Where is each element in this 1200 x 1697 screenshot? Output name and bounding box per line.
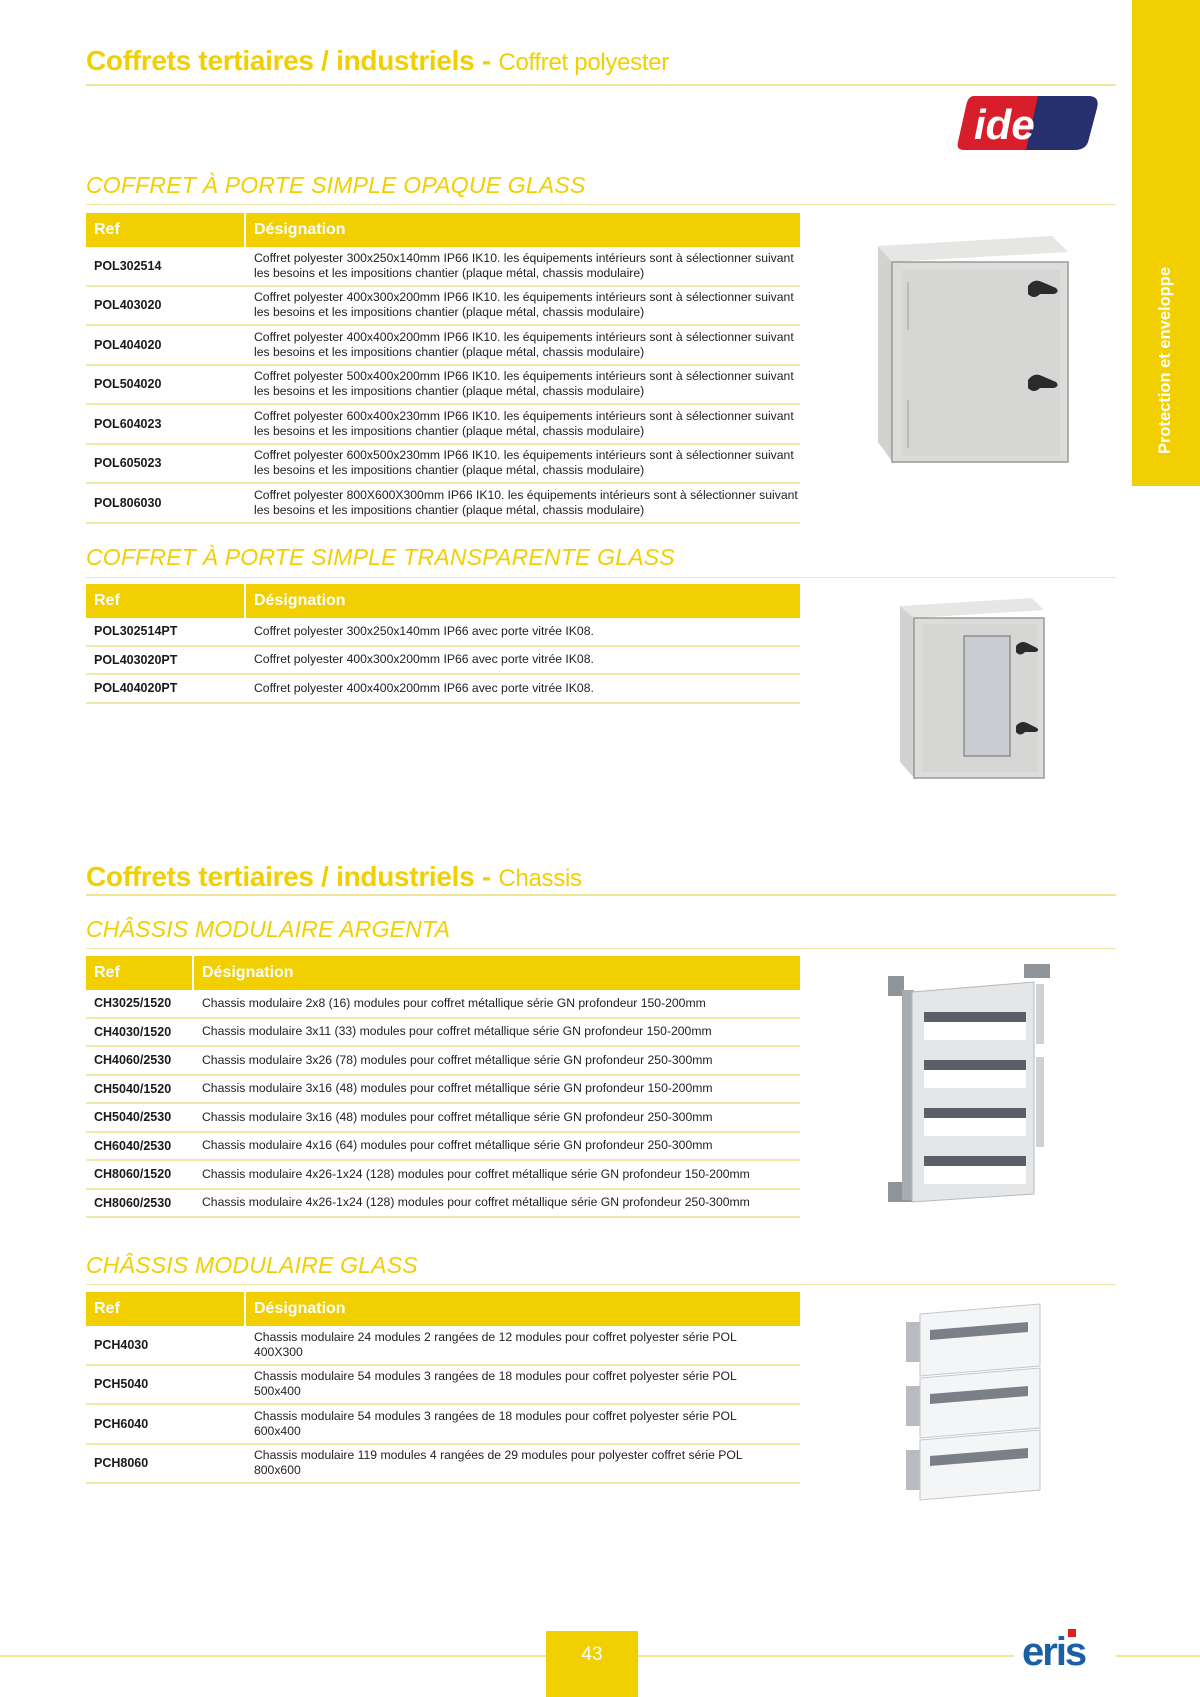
- table-row: [86, 484, 800, 524]
- ref-cell: POL404020: [94, 337, 162, 352]
- ref-cell: CH5040/2530: [94, 1110, 172, 1125]
- col-designation-header: Désignation: [254, 221, 346, 238]
- section-title-transparent: COFFRET À PORTE SIMPLE TRANSPARENTE GLASS: [86, 544, 675, 570]
- designation-cell: Coffret polyester 400x400x200mm IP66 avec porte vitrée IK08.: [254, 680, 594, 695]
- designation-cell: Coffret polyester 800X600X300mm IP66 IK10. les équipements intérieurs sont à sélectionner suivant les besoins et les impositions chantier (plaque métal, chassis modulaire): [254, 487, 798, 517]
- ref-cell: CH5040/1520: [94, 1081, 172, 1096]
- ref-cell: POL403020PT: [94, 652, 178, 667]
- page-title-main: Coffrets tertiaires / industriels -: [86, 861, 499, 892]
- ref-cell: CH8060/1520: [94, 1167, 172, 1182]
- ref-cell: POL302514PT: [94, 624, 178, 639]
- section-rule: [86, 1284, 1116, 1285]
- ref-cell: CH8060/2530: [94, 1195, 172, 1210]
- col-ref-header: Ref: [86, 213, 246, 247]
- table-row: [86, 366, 800, 406]
- svg-text:eris: eris: [1022, 1630, 1086, 1671]
- section-rule: [86, 204, 1116, 205]
- table-row: [86, 1133, 800, 1162]
- table-row: [86, 405, 800, 445]
- table-header: [86, 956, 800, 990]
- designation-cell: Chassis modulaire 2x8 (16) modules pour coffret métallique série GN profondeur 150-200mm: [202, 995, 706, 1010]
- table-row: [86, 1161, 800, 1190]
- eris-logo: [1022, 1627, 1106, 1676]
- title-rule: [86, 84, 1116, 86]
- ref-cell: CH4060/2530: [94, 1053, 172, 1068]
- table-row: [86, 287, 800, 327]
- ref-cell: PCH6040: [94, 1416, 149, 1431]
- table-row: [86, 1366, 800, 1406]
- footer-rule-left: [0, 1655, 546, 1657]
- product-image-transparent-enclosure: [896, 594, 1046, 785]
- designation-cell: Coffret polyester 400x300x200mm IP66 IK10. les équipements intérieurs sont à sélectionner suivant les besoins et les impositions chantier (plaque métal, chassis modulaire): [254, 290, 794, 320]
- designation-cell: Chassis modulaire 3x26 (78) modules pour coffret métallique série GN profondeur 250-300mm: [202, 1052, 713, 1067]
- section-rule: [86, 948, 1116, 949]
- table-header: [86, 1292, 800, 1326]
- designation-cell: Coffret polyester 600x400x230mm IP66 IK10. les équipements intérieurs sont à sélectionner suivant les besoins et les impositions chantier (plaque métal, chassis modulaire): [254, 408, 794, 438]
- designation-cell: Chassis modulaire 54 modules 3 rangées de 18 modules pour coffret polyester série POL 600x400: [254, 1408, 737, 1438]
- designation-cell: Chassis modulaire 4x16 (64) modules pour coffret métallique série GN profondeur 250-300mm: [202, 1138, 713, 1153]
- footer-rule-middle: [638, 1655, 1014, 1657]
- ref-cell: CH3025/1520: [94, 996, 172, 1011]
- ref-cell: POL302514: [94, 258, 162, 273]
- designation-cell: Chassis modulaire 3x16 (48) modules pour coffret métallique série GN profondeur 250-300mm: [202, 1109, 713, 1124]
- table-row: [86, 1405, 800, 1445]
- table-row: [86, 675, 800, 704]
- table-row: [86, 1019, 800, 1048]
- title-rule: [86, 894, 1116, 896]
- table-header: [86, 213, 800, 247]
- svg-text:ide: ide: [974, 101, 1035, 148]
- ide-logo: [956, 92, 1102, 159]
- designation-cell: Coffret polyester 600x500x230mm IP66 IK10. les équipements intérieurs sont à sélectionner suivant les besoins et les impositions chantier (plaque métal, chassis modulaire): [254, 448, 794, 478]
- ref-cell: POL806030: [94, 495, 162, 510]
- product-image-glass-chassis: [904, 1300, 1044, 1509]
- ref-cell: POL504020: [94, 377, 162, 392]
- table-row: [86, 445, 800, 485]
- designation-cell: Coffret polyester 400x300x200mm IP66 avec porte vitrée IK08.: [254, 652, 594, 667]
- side-tab-label: Protection et enveloppe: [1156, 266, 1175, 454]
- ref-cell: POL605023: [94, 456, 162, 471]
- col-designation-header: Désignation: [254, 592, 346, 609]
- table-row: [86, 1047, 800, 1076]
- product-image-opaque-enclosure: [872, 232, 1072, 469]
- page-title: [86, 45, 669, 77]
- col-designation-header: Désignation: [254, 1300, 346, 1317]
- page-title-main: Coffrets tertiaires / industriels -: [86, 45, 499, 76]
- ide-logo-icon: [956, 92, 1102, 154]
- table-row: [86, 1190, 800, 1219]
- designation-cell: Chassis modulaire 4x26-1x24 (128) modules pour coffret métallique série GN profondeur 250-300mm: [202, 1195, 750, 1210]
- section-title-argenta: CHÂSSIS MODULAIRE ARGENTA: [86, 916, 451, 942]
- footer-rule-right: [1116, 1655, 1200, 1657]
- table-row: [86, 326, 800, 366]
- table-row: [86, 618, 800, 647]
- table-glass-chassis: [86, 1292, 800, 1484]
- section-title-glass-chassis: CHÂSSIS MODULAIRE GLASS: [86, 1252, 418, 1278]
- designation-cell: Chassis modulaire 119 modules 4 rangées de 29 modules pour polyester coffret série POL 800x600: [254, 1448, 743, 1478]
- table-opaque: [86, 213, 800, 524]
- ref-cell: POL604023: [94, 416, 162, 431]
- product-image-argenta-chassis: [884, 962, 1054, 1217]
- ref-cell: PCH8060: [94, 1456, 149, 1471]
- ref-cell: PCH4030: [94, 1337, 149, 1352]
- ref-cell: CH4030/1520: [94, 1024, 172, 1039]
- ref-cell: CH6040/2530: [94, 1138, 172, 1153]
- section-rule: [86, 577, 1116, 578]
- designation-cell: Coffret polyester 300x250x140mm IP66 avec porte vitrée IK08.: [254, 623, 594, 638]
- page-title-sub: Coffret polyester: [498, 49, 669, 76]
- designation-cell: Coffret polyester 300x250x140mm IP66 IK10. les équipements intérieurs sont à sélectionner suivant les besoins et les impositions chantier (plaque métal, chassis modulaire): [254, 250, 794, 280]
- designation-cell: Chassis modulaire 3x16 (48) modules pour coffret métallique série GN profondeur 150-200mm: [202, 1081, 713, 1096]
- eris-logo-icon: [1022, 1627, 1106, 1671]
- table-row: [86, 247, 800, 287]
- col-ref-header: Ref: [86, 956, 194, 990]
- ref-cell: POL403020: [94, 298, 162, 313]
- page-title-sub: Chassis: [498, 865, 582, 892]
- table-row: [86, 1445, 800, 1485]
- ref-cell: PCH5040: [94, 1377, 149, 1392]
- designation-cell: Coffret polyester 400x400x200mm IP66 IK10. les équipements intérieurs sont à sélectionner suivant les besoins et les impositions chantier (plaque métal, chassis modulaire): [254, 329, 794, 359]
- ref-cell: POL404020PT: [94, 681, 178, 696]
- designation-cell: Coffret polyester 500x400x200mm IP66 IK10. les équipements intérieurs sont à sélectionner suivant les besoins et les impositions chantier (plaque métal, chassis modulaire): [254, 369, 794, 399]
- designation-cell: Chassis modulaire 24 modules 2 rangées de 12 modules pour coffret polyester série POL 400X300: [254, 1329, 737, 1359]
- table-row: [86, 1104, 800, 1133]
- table-row: [86, 1076, 800, 1105]
- col-designation-header: Désignation: [202, 964, 294, 981]
- side-tab-label-wrap: [1132, 250, 1200, 470]
- col-ref-header: Ref: [86, 584, 246, 618]
- table-row: [86, 647, 800, 676]
- page-number: 43: [546, 1631, 638, 1697]
- table-transparent: [86, 584, 800, 704]
- table-row: [86, 1326, 800, 1366]
- section-title-opaque: COFFRET À PORTE SIMPLE OPAQUE GLASS: [86, 172, 586, 198]
- designation-cell: Chassis modulaire 54 modules 3 rangées de 18 modules pour coffret polyester série POL 500x400: [254, 1369, 737, 1399]
- table-header: [86, 584, 800, 618]
- table-row: [86, 990, 800, 1019]
- designation-cell: Chassis modulaire 4x26-1x24 (128) modules pour coffret métallique série GN profondeur 150-200mm: [202, 1166, 750, 1181]
- designation-cell: Chassis modulaire 3x11 (33) modules pour coffret métallique série GN profondeur 150-200mm: [202, 1024, 712, 1039]
- page-title-chassis: [86, 861, 582, 893]
- table-argenta: [86, 956, 800, 1218]
- col-ref-header: Ref: [86, 1292, 246, 1326]
